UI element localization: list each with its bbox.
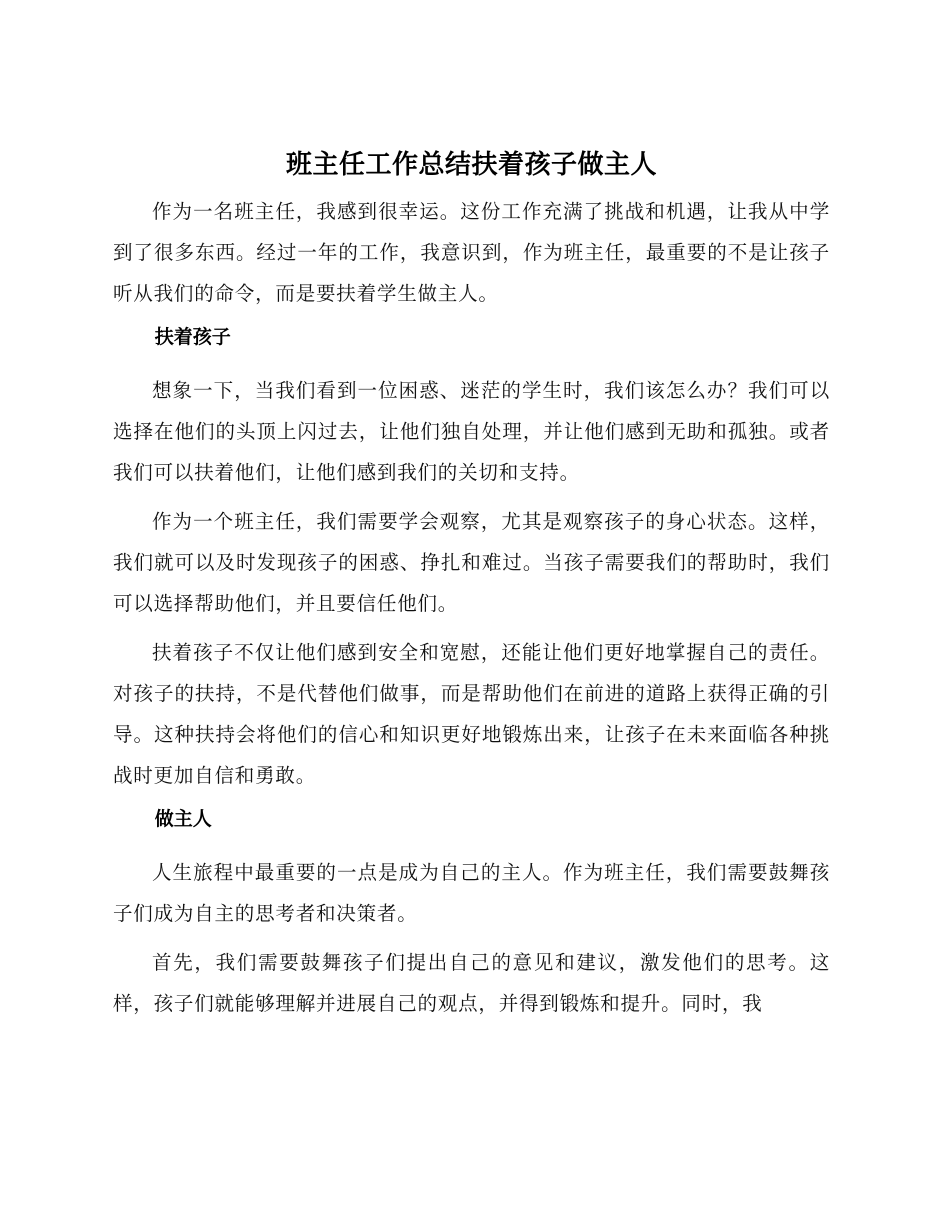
body-paragraph: 人生旅程中最重要的一点是成为自己的主人。作为班主任，我们需要鼓舞孩子们成为自主的思考者和决策者。 — [113, 861, 830, 925]
document-title: 班主任工作总结扶着孩子做主人 — [285, 150, 657, 180]
body-paragraph: 首先，我们需要鼓舞孩子们提出自己的意见和建议，激发他们的思考。这样，孩子们就能够理解并进展自己的观点，并得到锻炼和提升。同时，我 — [113, 951, 830, 1015]
section-be-master — [113, 804, 830, 1024]
section-heading: 扶着孩子 — [154, 326, 231, 348]
section-support-children — [113, 322, 830, 796]
document-page — [113, 145, 830, 1032]
body-paragraph: 扶着孩子不仅让他们感到安全和宽慰，还能让他们更好地掌握自己的责任。对孩子的扶持，不是代替他们做事，而是帮助他们在前进的道路上获得正确的引导。这种扶持会将他们的信心和知识更好地锻炼出来，让孩子在未来面临各种挑战时更加自信和勇敢。 — [113, 641, 830, 787]
intro-paragraph: 作为一名班主任，我感到很幸运。这份工作充满了挑战和机遇，让我从中学到了很多东西。经过一年的工作，我意识到，作为班主任，最重要的不是让孩子听从我们的命令，而是要扶着学生做主人。 — [113, 200, 830, 305]
body-paragraph: 作为一个班主任，我们需要学会观察，尤其是观察孩子的身心状态。这样，我们就可以及时发现孩子的困惑、挣扎和难过。当孩子需要我们的帮助时，我们可以选择帮助他们，并且要信任他们。 — [113, 510, 830, 615]
body-paragraph: 想象一下，当我们看到一位困惑、迷茫的学生时，我们该怎么办？我们可以选择在他们的头顶上闪过去，让他们独自处理，并让他们感到无助和孤独。或者我们可以扶着他们，让他们感到我们的关切和支持。 — [113, 379, 830, 484]
section-heading: 做主人 — [154, 808, 212, 830]
